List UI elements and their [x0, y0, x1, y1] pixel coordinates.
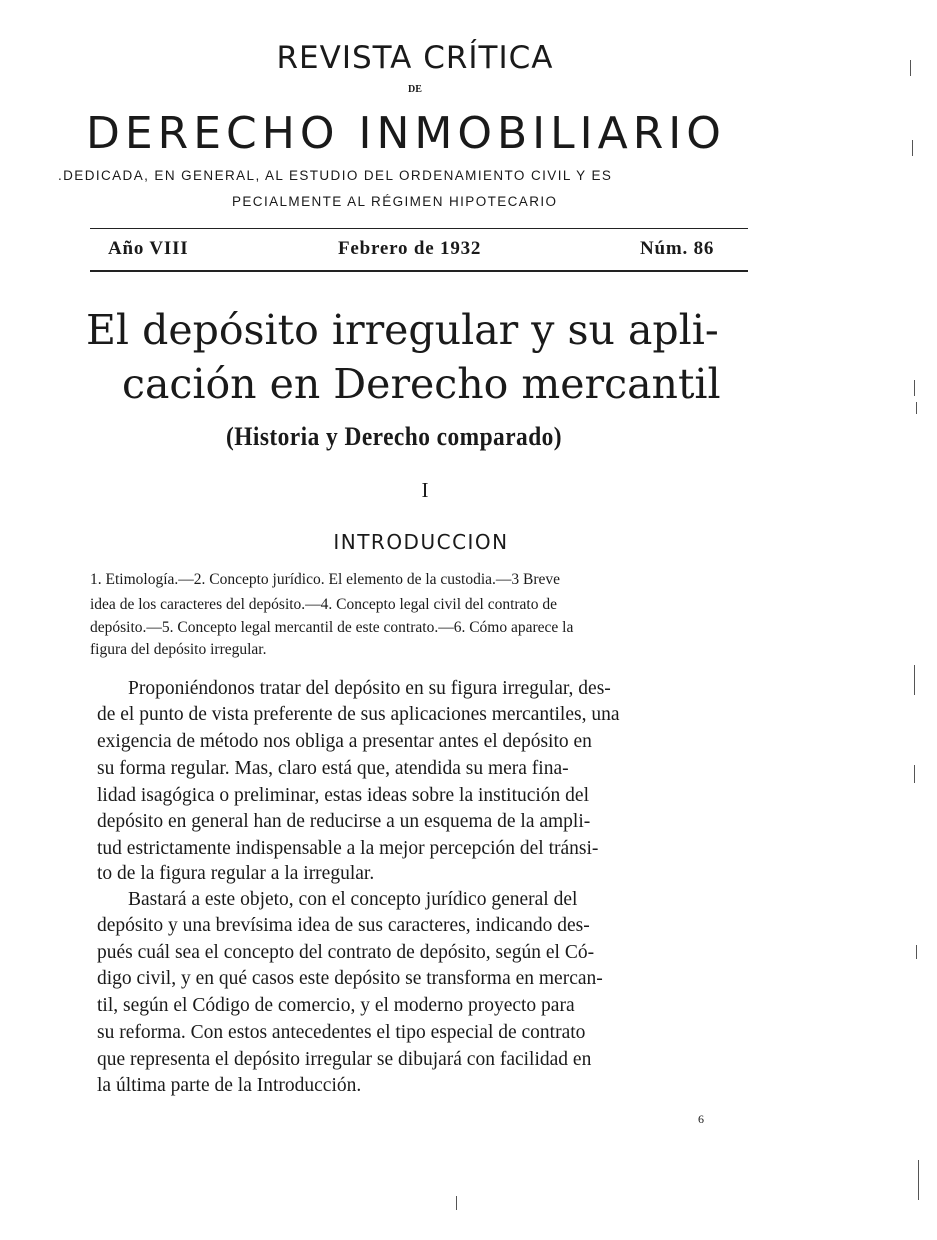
scan-artifact [914, 380, 915, 396]
scan-artifact [914, 765, 915, 783]
article-title-line1: El depósito irregular y su apli- [86, 306, 719, 354]
body-line: depósito en general han de reducirse a un esquema de la ampli- [97, 811, 591, 832]
scan-artifact [912, 140, 913, 156]
body-line: exigencia de método nos obliga a presentar antes el depósito en [97, 731, 592, 752]
body-line: de el punto de vista preferente de sus aplicaciones mercantiles, una [97, 704, 620, 725]
body-line: digo civil, y en qué casos este depósito se transforma en mercan- [97, 968, 603, 989]
scan-artifact [910, 60, 911, 76]
scan-artifact [916, 402, 917, 414]
scan-artifact [456, 1196, 457, 1210]
journal-subtitle-line2: PECIALMENTE AL RÉGIMEN HIPOTECARIO [232, 194, 558, 209]
body-line: to de la figura regular a la irregular. [97, 863, 375, 884]
header-rule-top [90, 228, 748, 229]
journal-title-line3: DERECHO INMOBILIARIO [86, 108, 726, 159]
journal-subtitle-line1: .DEDICADA, EN GENERAL, AL ESTUDIO DEL ORDENAMIENTO CIVIL Y ES [58, 168, 613, 183]
body-line: la última parte de la Introducción. [97, 1075, 362, 1096]
part-numeral: I [421, 478, 429, 502]
header-rule-bottom [90, 270, 748, 272]
article-subtitle: (Historia y Derecho comparado) [226, 422, 563, 451]
body-line: depósito y una brevísima idea de sus caracteres, indicando des- [97, 915, 590, 936]
body-line: Proponiéndonos tratar del depósito en su figura irregular, des- [128, 678, 611, 699]
page-number: 6 [698, 1112, 704, 1126]
body-line: lidad isagógica o preliminar, estas ideas sobre la institución del [97, 785, 590, 806]
issue-number: Núm. 86 [640, 238, 715, 259]
body-line: pués cuál sea el concepto del contrato de depósito, según el Có- [97, 942, 595, 963]
scan-artifact [916, 945, 917, 959]
body-line: tud estrictamente indispensable a la mejor percepción del tránsi- [97, 838, 599, 859]
issue-date: Febrero de 1932 [338, 238, 482, 259]
body-line: su reforma. Con estos antecedentes el tipo especial de contrato [97, 1022, 586, 1043]
summary-line: figura del depósito irregular. [90, 641, 267, 658]
summary-line: idea de los caracteres del depósito.—4. Concepto legal civil del contrato de [90, 596, 557, 613]
journal-title-line2: DE [408, 84, 422, 95]
body-line: su forma regular. Mas, claro está que, atendida su mera fina- [97, 758, 569, 779]
body-line: que representa el depósito irregular se dibujará con facilidad en [97, 1049, 592, 1070]
body-line: Bastará a este objeto, con el concepto jurídico general del [128, 889, 578, 910]
body-line: til, según el Código de comercio, y el moderno proyecto para [97, 995, 575, 1016]
section-heading: INTRODUCCION [333, 530, 509, 554]
issue-year: Año VIII [108, 238, 189, 259]
scan-artifact [918, 1160, 919, 1200]
journal-title-line1: REVISTA CRÍTICA [276, 40, 554, 76]
summary-line: depósito.—5. Concepto legal mercantil de este contrato.—6. Cómo aparece la [90, 619, 574, 636]
article-title-line2: cación en Derecho mercantil [122, 360, 721, 408]
summary-line: 1. Etimología.—2. Concepto jurídico. El elemento de la custodia.—3 Breve [90, 571, 561, 588]
scan-artifact [914, 665, 915, 695]
